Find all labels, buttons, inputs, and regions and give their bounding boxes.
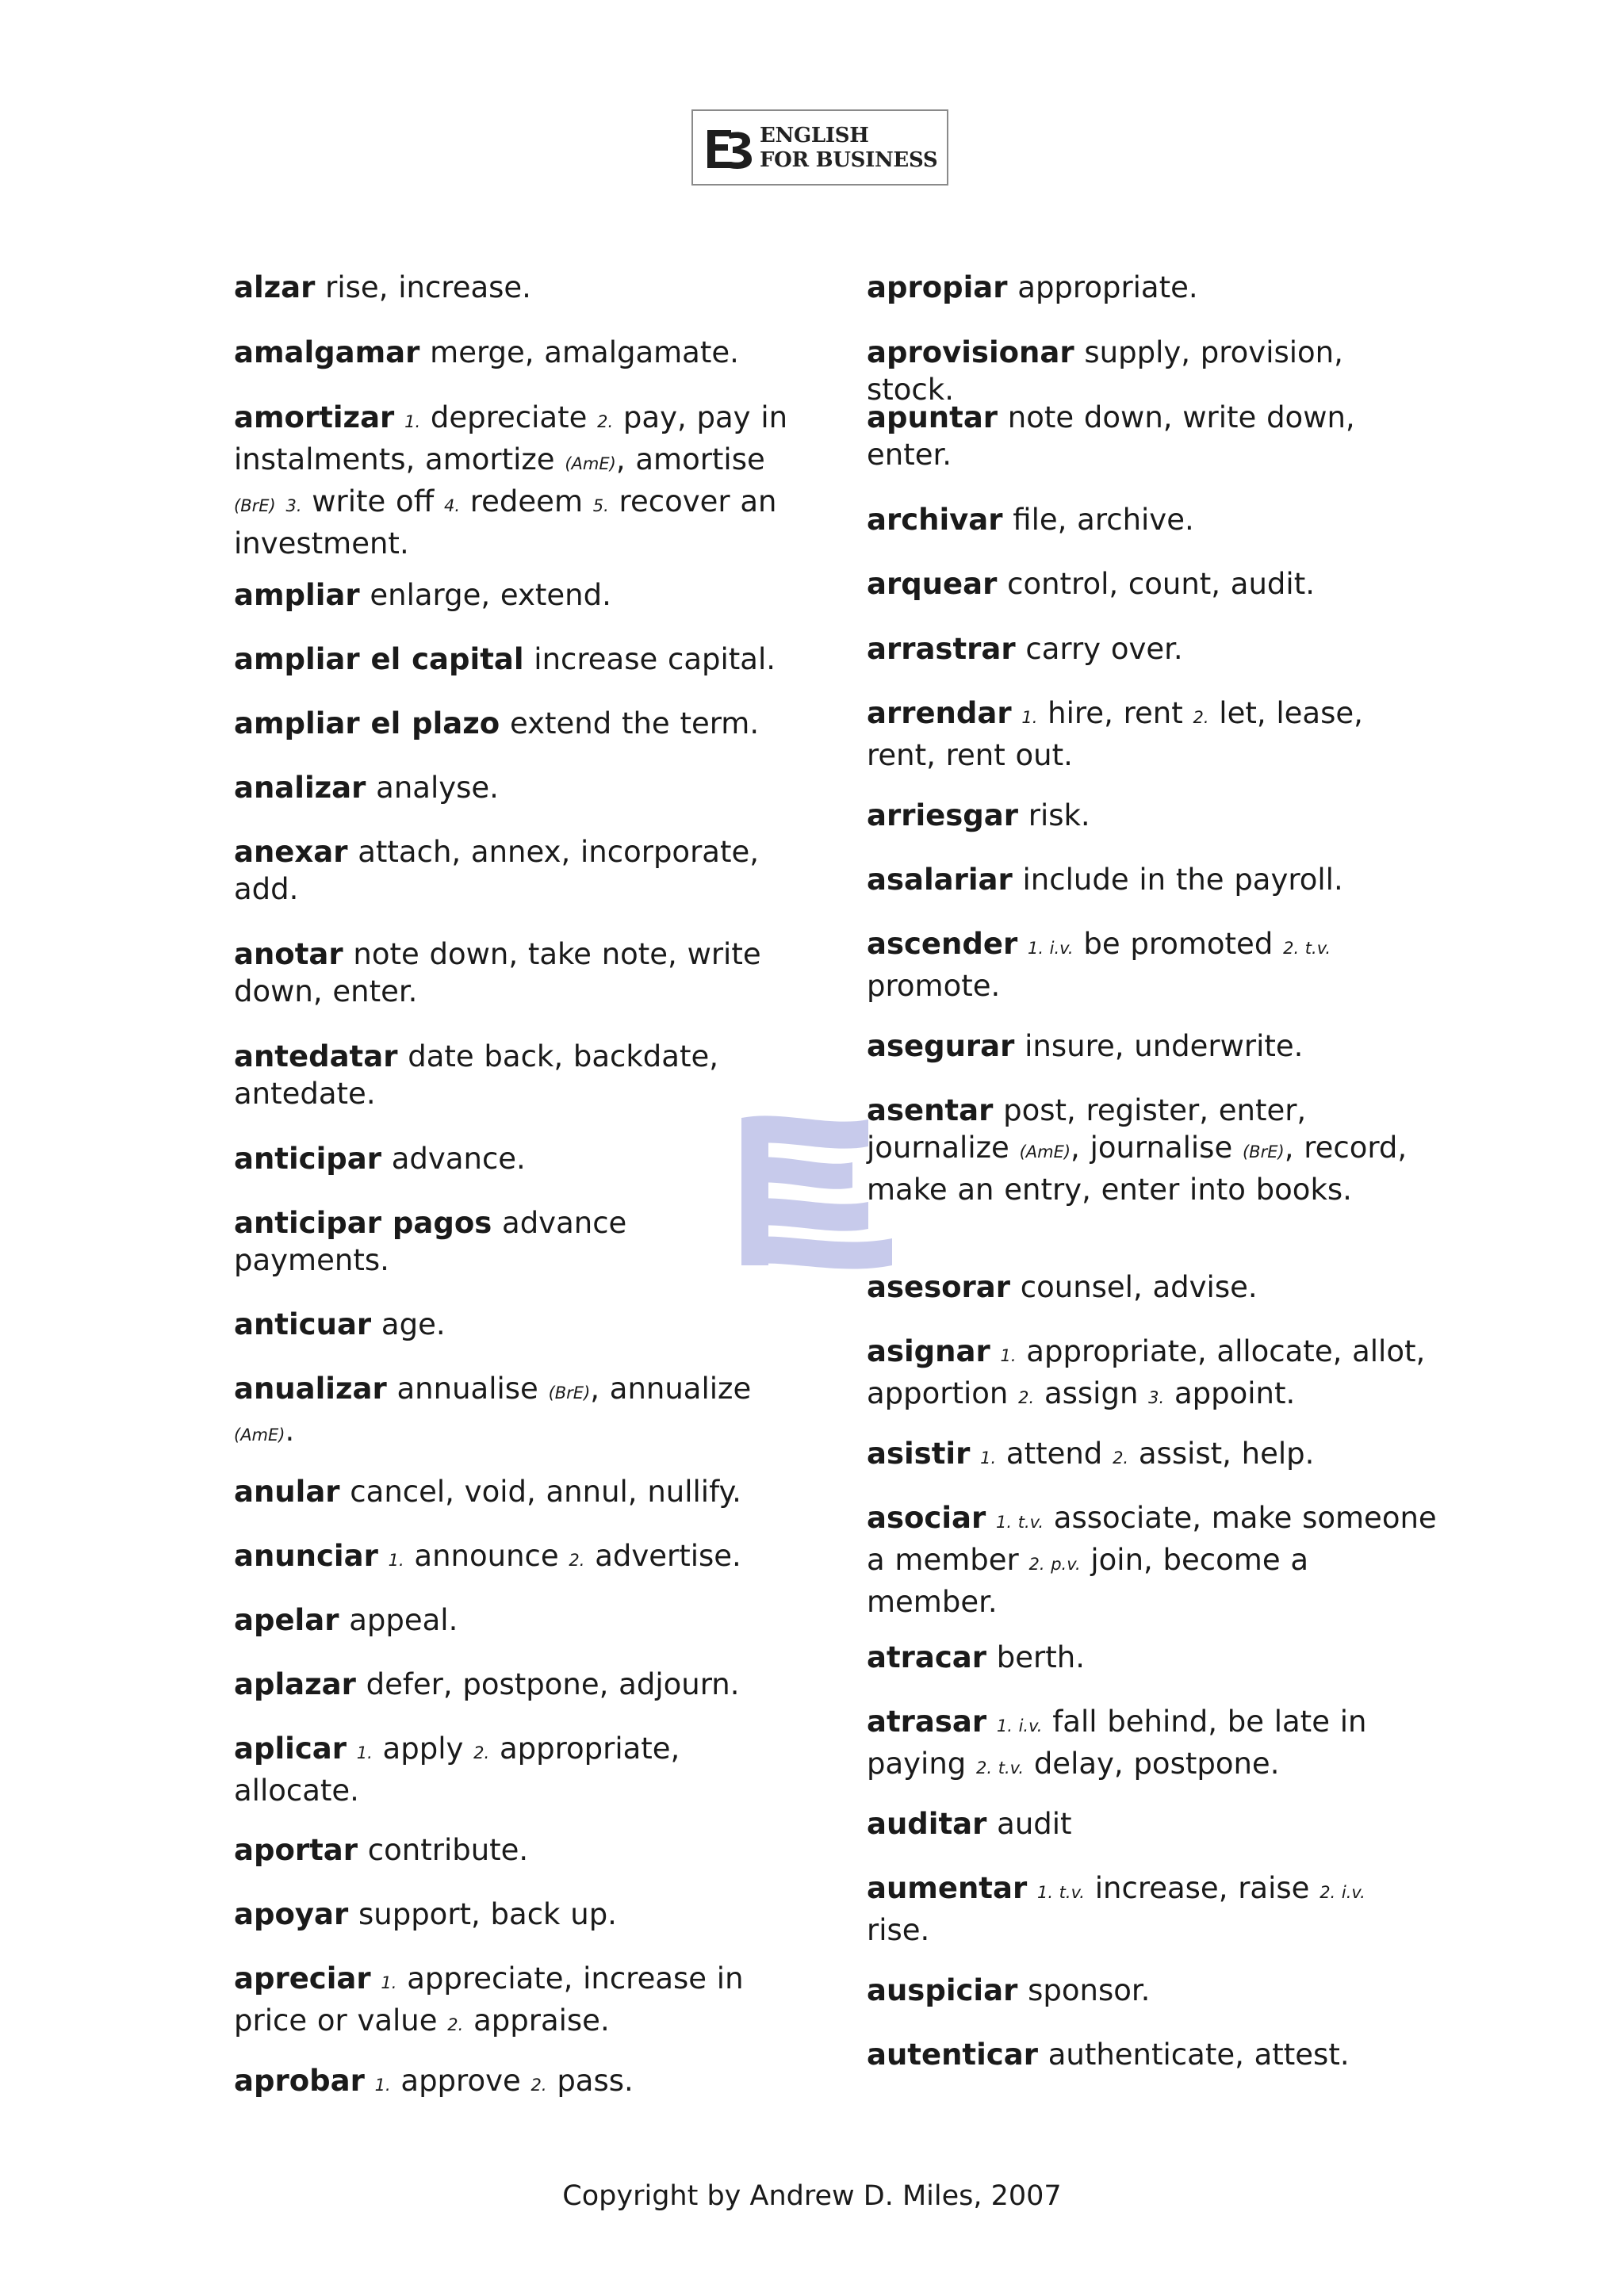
sense-marker: 2. [597, 412, 614, 431]
sense-marker: (BrE) [1242, 1142, 1285, 1161]
sense-marker: 1. [404, 412, 421, 431]
definition-text: hire, rent [1037, 696, 1193, 730]
definition-text: apply [372, 1732, 474, 1766]
definition-text: increase, raise [1084, 1871, 1320, 1905]
definition-text: advance. [381, 1142, 526, 1176]
definition-text: let, lease, rent, rent out. [867, 696, 1363, 772]
sense-marker: 2. [569, 1551, 585, 1570]
sense-marker: (AmE) [234, 1425, 285, 1445]
sense-marker: 4. [443, 496, 460, 515]
definition-text: berth. [986, 1640, 1085, 1674]
glossary-entry [234, 1140, 789, 1177]
glossary-entry [867, 797, 1438, 834]
sense-marker: 1. [356, 1743, 373, 1762]
glossary-entry [867, 1703, 1438, 1787]
glossary-entry [867, 861, 1438, 898]
definition-text: file, archive. [1002, 503, 1194, 537]
definition-text: pay, pay in instalments, amortize [234, 400, 788, 476]
headword: aprobar [234, 2064, 365, 2098]
glossary-entry [234, 1204, 789, 1279]
headword: asignar [867, 1334, 990, 1368]
headword: ampliar [234, 578, 360, 612]
definition-text [986, 1501, 996, 1535]
definition-text: defer, postpone, adjourn. [355, 1667, 740, 1701]
definition-text [365, 2064, 375, 2098]
sense-marker: 1. [374, 2076, 391, 2095]
definition-text: supply, provision, stock. [867, 335, 1343, 407]
definition-text: enlarge, extend. [359, 578, 611, 612]
sense-marker: (AmE) [565, 454, 616, 473]
definition-text: annualise [386, 1372, 549, 1406]
glossary-entry [234, 641, 789, 678]
definition-text: associate, make someone a member [867, 1501, 1437, 1577]
headword: auditar [867, 1807, 987, 1841]
glossary-entry [234, 1601, 789, 1639]
glossary-entry [867, 1869, 1438, 1949]
definition-text [1017, 927, 1028, 961]
definition-text: recover an investment. [234, 484, 777, 561]
definition-text: attend [996, 1437, 1113, 1471]
definition-text: sponsor. [1017, 1973, 1151, 2007]
headword: aumentar [867, 1871, 1028, 1905]
glossary-entry [234, 769, 789, 806]
definition-text: audit [986, 1807, 1072, 1841]
glossary-entry [234, 1473, 789, 1510]
definition-text: note down, take note, write down, enter. [234, 937, 761, 1008]
headword: archivar [867, 503, 1003, 537]
headword: anticipar [234, 1142, 381, 1176]
glossary-entry [234, 1896, 789, 1933]
sense-marker: 2. [1113, 1448, 1129, 1468]
sense-marker: 5. [592, 496, 609, 515]
sense-marker: 1. [980, 1448, 997, 1468]
glossary-entry [234, 576, 789, 614]
headword: aportar [234, 1833, 358, 1867]
headword: apelar [234, 1603, 339, 1637]
definition-text: assist, help. [1128, 1437, 1315, 1471]
headword: asesorar [867, 1270, 1010, 1304]
logo-line-2: FOR BUSINESS [760, 148, 938, 172]
glossary-entry [867, 1333, 1438, 1417]
glossary-entry [234, 1730, 789, 1809]
definition-text: redeem [460, 484, 593, 519]
glossary-entry [234, 1038, 789, 1112]
glossary-entry [234, 1960, 789, 2044]
definition-text: increase capital. [523, 642, 776, 676]
headword: asentar [867, 1093, 994, 1127]
headword: aprovisionar [867, 335, 1074, 369]
sense-marker: 2. i.v. [1320, 1883, 1365, 1902]
glossary-entry [867, 1639, 1438, 1676]
headword: amalgamar [234, 335, 420, 369]
eb-logo-mark-icon [704, 127, 753, 171]
headword: atracar [867, 1640, 987, 1674]
definition-text: appropriate. [1007, 270, 1198, 304]
definition-text: note down, write down, enter. [867, 400, 1355, 472]
headword: asalariar [867, 863, 1013, 897]
glossary-entry [867, 269, 1438, 306]
definition-text: . [285, 1414, 295, 1448]
headword: arrendar [867, 696, 1012, 730]
glossary-entry [234, 1306, 789, 1343]
definition-text: advance payments. [234, 1206, 627, 1277]
definition-text: attach, annex, incorporate, add. [234, 835, 759, 906]
glossary-entry [867, 1805, 1438, 1843]
sense-marker: 1. i.v. [996, 1716, 1043, 1735]
sense-marker: 2. [1193, 708, 1209, 727]
headword: apreciar [234, 1961, 371, 1996]
definition-text: carry over. [1015, 632, 1183, 666]
definition-text: include in the payroll. [1012, 863, 1343, 897]
definition-text [276, 484, 286, 519]
sense-marker: 1. t.v. [996, 1513, 1044, 1532]
headword: amortizar [234, 400, 395, 434]
sense-marker: 1. [381, 1973, 397, 1992]
headword: anticuar [234, 1307, 372, 1341]
glossary-entry [867, 565, 1438, 603]
definition-text [1012, 696, 1022, 730]
definition-text: be promoted [1073, 927, 1284, 961]
headword: auspiciar [867, 1973, 1018, 2007]
definition-text [371, 1961, 381, 1996]
headword: asistir [867, 1437, 971, 1471]
definition-text: appropriate, allocate. [234, 1732, 680, 1808]
definition-text: appreciate, increase in price or value [234, 1961, 744, 2038]
headword: anular [234, 1475, 340, 1509]
sense-marker: 2. [1018, 1388, 1035, 1407]
sense-marker: 2. t.v. [1283, 939, 1331, 958]
headword: aplicar [234, 1732, 347, 1766]
glossary-entry [234, 705, 789, 742]
definition-text: extend the term. [500, 706, 760, 740]
sense-marker: 2. [530, 2076, 547, 2095]
definition-text: depreciate [420, 400, 598, 434]
definition-text: authenticate, attest. [1037, 2038, 1350, 2072]
definition-text: insure, underwrite. [1014, 1029, 1304, 1063]
headword: apoyar [234, 1897, 349, 1931]
headword: anexar [234, 835, 348, 869]
headword: ascender [867, 927, 1018, 961]
glossary-entry [867, 1027, 1438, 1065]
sense-marker: 1. [388, 1551, 404, 1570]
definition-text: write off [301, 484, 444, 519]
sense-marker: (AmE) [1019, 1142, 1071, 1161]
headword: apropiar [867, 270, 1008, 304]
definition-text: appoint. [1164, 1376, 1296, 1410]
glossary-entry [234, 2062, 789, 2104]
sense-marker: 1. [1000, 1346, 1017, 1365]
definition-text: risk. [1017, 798, 1090, 832]
glossary-entry [234, 1370, 789, 1454]
definition-text: appraise. [463, 2003, 610, 2038]
glossary-entry [234, 936, 789, 1010]
definition-text: merge, amalgamate. [419, 335, 739, 369]
headword: apuntar [867, 400, 998, 434]
sense-marker: (BrE) [548, 1383, 591, 1402]
glossary-entry [867, 399, 1438, 473]
definition-text: assign [1034, 1376, 1149, 1410]
headword: arquear [867, 567, 998, 601]
definition-text: cancel, void, annul, nullify. [339, 1475, 741, 1509]
glossary-entry [234, 269, 789, 306]
glossary-entry [234, 1831, 789, 1869]
definition-text: promote. [867, 969, 1001, 1003]
headword: asegurar [867, 1029, 1015, 1063]
definition-text: join, become a member. [867, 1543, 1309, 1619]
glossary-entry [867, 2036, 1438, 2073]
definition-text: rise. [867, 1913, 930, 1947]
sense-marker: 2. p.v. [1028, 1555, 1081, 1574]
glossary-entry [234, 833, 789, 908]
definition-text [394, 400, 404, 434]
headword: ampliar el plazo [234, 706, 500, 740]
definition-text: post, register, enter, journalize [867, 1093, 1307, 1165]
sense-marker: 1. [1021, 708, 1038, 727]
sense-marker: 2. [447, 2015, 464, 2034]
definition-text: appeal. [339, 1603, 458, 1637]
headword: anunciar [234, 1539, 378, 1573]
glossary-entry [867, 630, 1438, 668]
headword: asociar [867, 1501, 986, 1535]
headword: ampliar el capital [234, 642, 524, 676]
definition-text [378, 1539, 389, 1573]
sense-marker: 3. [285, 496, 302, 515]
glossary-entry [867, 925, 1438, 1004]
glossary-entry [867, 1269, 1438, 1306]
glossary-entry [867, 501, 1438, 538]
definition-text: support, back up. [348, 1897, 617, 1931]
headword: aplazar [234, 1667, 356, 1701]
definition-text: announce [404, 1539, 569, 1573]
definition-text: analyse. [366, 771, 499, 805]
headword: alzar [234, 270, 316, 304]
glossary-entry [867, 695, 1438, 774]
definition-text: , journalise [1071, 1131, 1243, 1165]
sense-marker: 1. t.v. [1036, 1883, 1085, 1902]
definition-text [990, 1334, 1001, 1368]
definition-text: pass. [546, 2064, 634, 2098]
definition-text: , amortise [615, 442, 765, 476]
glossary-entry [234, 334, 789, 371]
definition-text: fall behind, be late in paying [867, 1705, 1367, 1781]
glossary-entry [867, 1972, 1438, 2009]
definition-text: rise, increase. [315, 270, 531, 304]
sense-marker: (BrE) [234, 496, 276, 515]
sense-marker: 2. t.v. [976, 1758, 1025, 1777]
definition-text: delay, postpone. [1024, 1747, 1280, 1781]
sense-marker: 1. i.v. [1027, 939, 1074, 958]
definition-text: approve [390, 2064, 531, 2098]
glossary-entry [867, 1092, 1438, 1208]
definition-text [970, 1437, 980, 1471]
headword: arrastrar [867, 632, 1016, 666]
glossary-entry [867, 1499, 1438, 1621]
headword: anotar [234, 937, 343, 971]
glossary-entry [234, 399, 789, 562]
definition-text [347, 1732, 357, 1766]
copyright-footer: Copyright by Andrew D. Miles, 2007 [562, 2180, 1062, 2212]
headword: antedatar [234, 1039, 398, 1073]
definition-text [1027, 1871, 1037, 1905]
english-for-business-logo [691, 109, 948, 186]
definition-text: counsel, advise. [1010, 1270, 1258, 1304]
headword: autenticar [867, 2038, 1038, 2072]
sense-marker: 3. [1148, 1388, 1165, 1407]
glossary-entry [867, 1435, 1438, 1477]
headword: arriesgar [867, 798, 1018, 832]
definition-text: appropriate, allocate, allot, apportion [867, 1334, 1426, 1410]
definition-text: date back, backdate, antedate. [234, 1039, 718, 1111]
glossary-entry [867, 334, 1438, 408]
headword: analizar [234, 771, 366, 805]
glossary-entry [234, 1666, 789, 1703]
logo-line-1: ENGLISH [760, 124, 869, 147]
headword: anualizar [234, 1372, 387, 1406]
headword: atrasar [867, 1705, 987, 1739]
definition-text: contribute. [358, 1833, 529, 1867]
definition-text: , record, make an entry, enter into books. [867, 1131, 1408, 1207]
glossary-entry [234, 1537, 789, 1579]
sense-marker: 2. [473, 1743, 490, 1762]
logo-wordmark [760, 124, 937, 173]
headword: anticipar pagos [234, 1206, 492, 1240]
definition-text: advertise. [584, 1539, 741, 1573]
definition-text: control, count, audit. [997, 567, 1315, 601]
definition-text: age. [371, 1307, 446, 1341]
definition-text [986, 1705, 997, 1739]
definition-text: , annualize [590, 1372, 752, 1406]
